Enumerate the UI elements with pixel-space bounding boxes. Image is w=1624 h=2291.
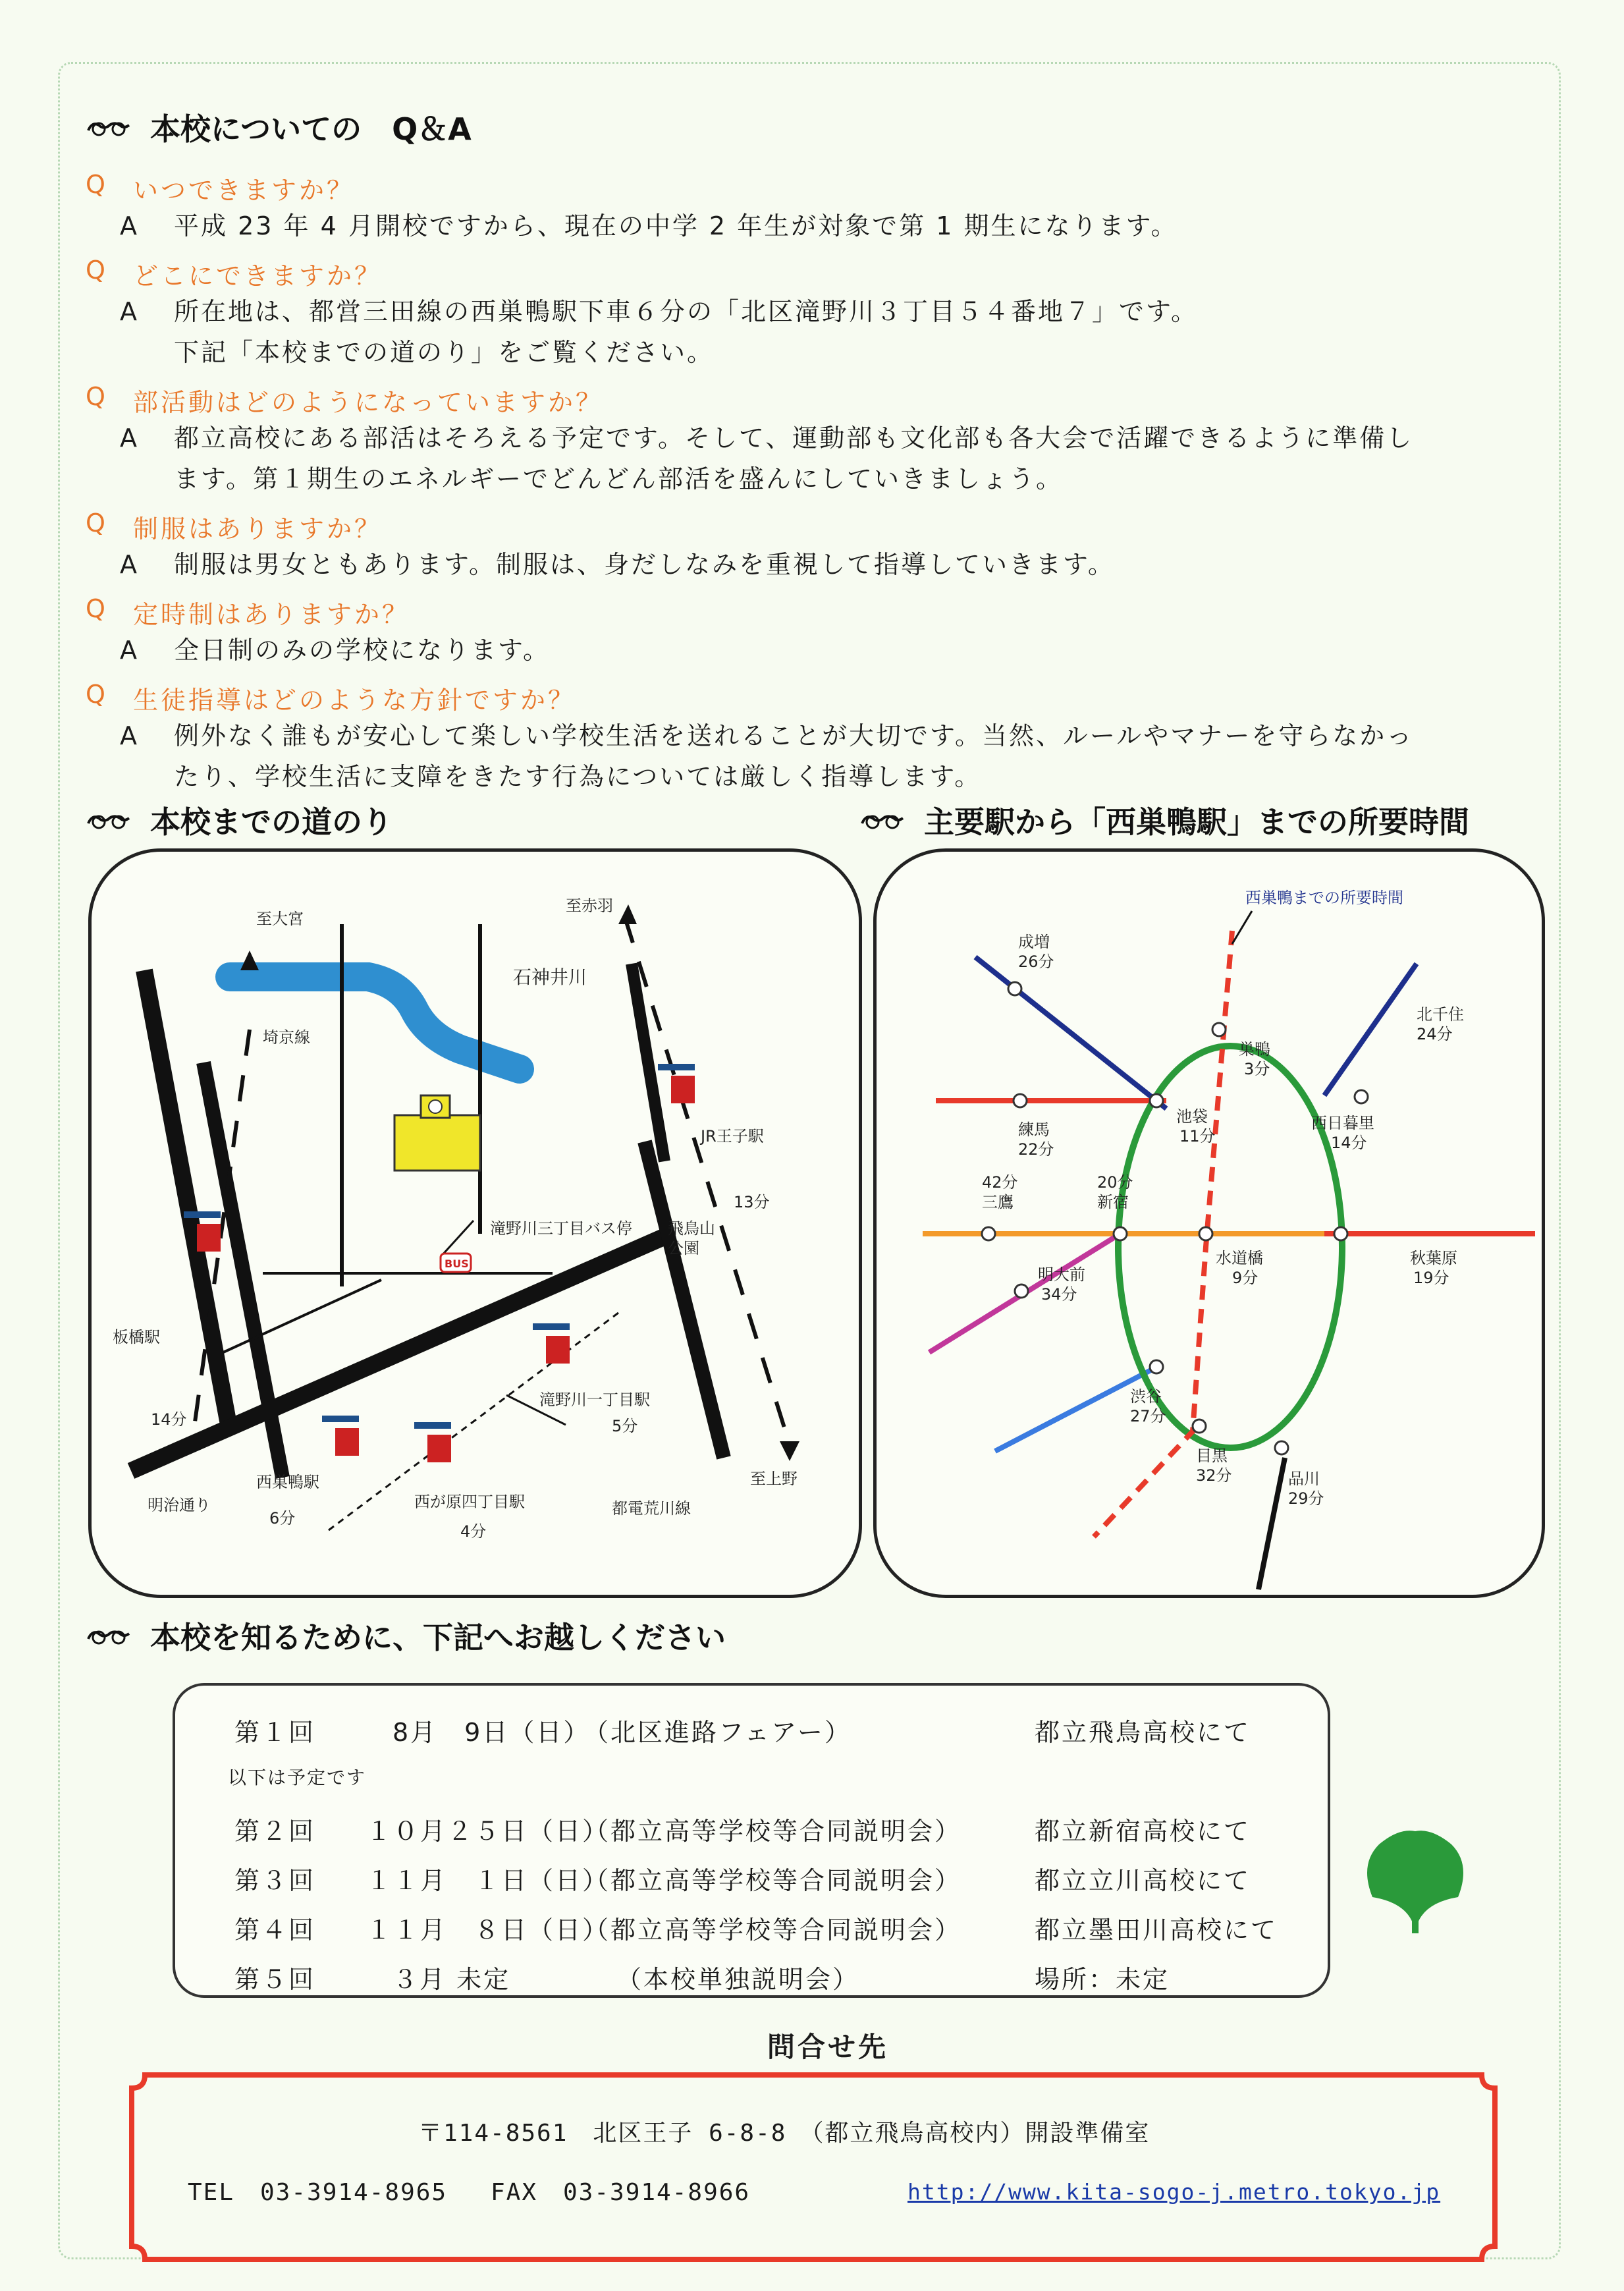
label-shinjuku: 新宿 [1097,1193,1129,1211]
label-mitaka: 三鷹 [982,1193,1014,1211]
fax-number: 03-3914-8966 [563,2179,751,2206]
label-itabashi: 板橋駅 [113,1328,160,1346]
answer-text-2: ます。第１期生のエネルギーでどんどん部活を盛んにしていきましょう。 [174,464,1063,493]
question-4 [86,503,1534,544]
road-meiji [144,970,230,1431]
ginkgo-logo-icon [1359,1825,1471,1937]
q-mark: Q [86,594,108,623]
question-text: どこにできますか？ [133,262,383,290]
glasses-icon [86,116,132,138]
glasses-icon [86,1624,132,1647]
qa-heading [86,105,472,149]
answer-text: 所在地は、都営三田線の西巣鴨駅下車６分の「北区滝野川３丁目５４番地７」です。 [174,297,1198,326]
event-num-5: 第５回 [234,1965,316,1994]
time-shinagawa: 29分 [1288,1489,1324,1508]
qa-list [86,165,1534,801]
time-nippori: 14分 [1331,1134,1367,1152]
answer-text-2: 下記「本校までの道のり」をご覧ください。 [174,338,715,367]
visit-heading [86,1614,726,1657]
event-name-3: （都立高等学校等合同説明会） [583,1866,962,1895]
time-kitasenju: 24分 [1417,1025,1453,1043]
label-takinogawa1: 滝野川一丁目駅 [539,1391,650,1409]
event-name-2: （都立高等学校等合同説明会） [583,1817,962,1846]
event-name-4: （都立高等学校等合同説明会） [583,1916,962,1945]
a-mark: A [120,297,139,326]
label-kitasenju: 北千住 [1417,1005,1464,1024]
time-sugamo: 3分 [1244,1060,1270,1078]
station-icon-nishigahara [414,1422,451,1462]
route-map-svg [92,852,859,1595]
a-mark: A [120,721,139,750]
event-name-5: （本校単独説明会） [616,1965,860,1994]
route-title: 本校までの道のり [150,804,392,840]
time-shinjuku: 20分 [1097,1173,1133,1192]
label-meidaimae: 明大前 [1038,1265,1085,1284]
event-place-5: 場所：未定 [1035,1965,1170,1994]
label-min4: 4分 [460,1522,487,1541]
arrow-omiya [240,951,259,970]
answer-2 [86,291,1534,373]
event-place-4: 都立墨田川高校にて [1035,1916,1278,1945]
station-icon-nishisugamo [322,1416,359,1456]
answer-1 [86,206,1534,246]
label-ueno: 至上野 [750,1470,798,1488]
fax-label: FAX [491,2179,538,2206]
line-chiyoda [1324,964,1417,1095]
answer-6 [86,715,1534,797]
time-akihabara: 19分 [1413,1269,1449,1287]
events-box [173,1683,1330,1998]
events-note: 以下は予定です [228,1767,367,1788]
contact-frame [119,2062,1508,2273]
time-nerima: 22分 [1018,1140,1054,1159]
arrow-akabane [618,904,637,924]
website-link[interactable]: http://www.kita-sogo-j.metro.tokyo.jp [907,2179,1441,2205]
question-text: いつできますか？ [133,176,355,205]
event-num-2: 第２回 [234,1817,316,1846]
answer-text: 例外なく誰もが安心して楽しい学校生活を送れることが大切です。当然、ルールやマナーを守らなかっ [174,721,1414,750]
event-date-5: ３月 未定 [392,1965,511,1994]
label-min6: 6分 [269,1509,296,1528]
route-heading [86,798,392,842]
label-suidobashi: 水道橋 [1216,1249,1263,1267]
a-mark: A [120,550,139,579]
answer-text-2: たり、学校生活に支障をきたす行為については厳しく指導します。 [174,762,982,791]
label-akabane: 至赤羽 [566,897,613,915]
label-saikyo: 埼京線 [263,1028,310,1047]
label-min13: 13分 [734,1193,770,1211]
event-date-3: １１月 １日（日） [366,1866,610,1895]
rail-map-svg [877,852,1542,1595]
label-narimasu: 成増 [1018,933,1050,951]
tel-number: 03-3914-8965 [260,2179,448,2206]
label-ikebukuro: 池袋 [1176,1107,1208,1126]
rail-legend: 西巣鴨までの所要時間 [1245,889,1403,907]
time-mitaka: 42分 [982,1173,1018,1192]
time-shibuya: 27分 [1130,1407,1166,1425]
event-num-4: 第４回 [234,1916,316,1945]
label-meguro: 目黒 [1196,1447,1228,1465]
arrow-ueno [780,1441,799,1461]
station-icon-oji [658,1064,695,1103]
q-mark: Q [86,680,108,709]
event-num-3: 第３回 [234,1866,316,1895]
label-jr-oji: JR王子駅 [701,1127,764,1146]
question-text: 定時制はありますか？ [133,600,410,629]
question-text: 部活動はどのようになっていますか？ [133,388,604,417]
line-yurakucho [975,957,1166,1109]
legend-pointer [1232,911,1252,944]
question-5 [86,589,1534,630]
river [230,977,520,1069]
label-shibuya: 渋谷 [1130,1387,1162,1406]
contact-address: 〒114-8561 北区王子 6-8-8 （都立飛鳥高校内）開設準備室 [418,2120,1150,2147]
answer-3 [86,418,1534,499]
event-num: 第１回 [234,1718,316,1747]
glasses-icon [86,809,132,831]
label-nishisugamo: 西巣鴨駅 [256,1473,319,1491]
label-arakawa: 都電荒川線 [612,1499,691,1518]
label-min14: 14分 [151,1410,187,1429]
time-suidobashi: 9分 [1232,1269,1259,1287]
visit-title: 本校を知るために、下記へお越しください [150,1620,726,1655]
event-name-1: （北区進路フェアー） [583,1718,852,1747]
event-date-4: １１月 ８日（日） [366,1916,610,1945]
a-mark: A [120,636,139,665]
question-text: 制服はありますか？ [133,514,383,543]
label-shakujii: 石神井川 [513,966,587,988]
question-6 [86,675,1534,715]
a-mark: A [120,424,139,453]
event-place-1: 都立飛鳥高校にて [1035,1718,1251,1747]
question-2 [86,250,1534,291]
label-sugamo: 巣鴨 [1239,1040,1270,1059]
bus-sign-label: BUS [445,1257,469,1270]
answer-4 [86,544,1534,585]
route-map [88,848,862,1598]
event-date-1: 8月 9日（日） [392,1718,591,1747]
question-text: 生徒指導はどのような方針ですか？ [133,686,576,715]
event-row-1 [234,1712,315,1748]
event-place-2: 都立新宿高校にて [1035,1817,1251,1846]
label-omiya: 至大宮 [256,910,304,928]
glasses-icon [859,809,906,831]
answer-text: 全日制のみの学校になります。 [174,636,550,665]
time-title: 主要駅から「西巣鴨駅」までの所要時間 [924,804,1469,840]
label-nerima: 練馬 [1018,1120,1050,1139]
time-meidaimae: 34分 [1041,1285,1077,1304]
label-min5: 5分 [612,1417,638,1435]
label-meiji: 明治通り [148,1496,211,1514]
line-keikyu [1259,1458,1285,1589]
answer-text: 都立高校にある部活はそろえる予定です。そして、運動部も文化部も各大会で活躍できるように準備し [174,424,1414,453]
label-asukayama: 飛鳥山 [668,1219,715,1238]
label-nippori: 西日暮里 [1311,1114,1374,1132]
road-east [645,1142,724,1458]
road-oji [632,964,664,1161]
q-mark: Q [86,509,108,538]
q-mark: Q [86,170,108,199]
question-1 [86,165,1534,206]
time-meguro: 32分 [1196,1466,1232,1485]
answer-5 [86,630,1534,671]
time-ikebukuro: 11分 [1179,1127,1216,1146]
label-akihabara: 秋葉原 [1410,1249,1457,1267]
rail-map [873,848,1545,1598]
tel-label: TEL [188,2179,235,2206]
school-building [394,1115,480,1171]
station-icon-takinogawa [533,1323,570,1364]
a-mark: A [120,211,139,240]
q-mark: Q [86,256,108,285]
time-heading [859,798,1469,842]
answer-text: 制服は男女ともあります。制服は、身だしなみを重視して指導していきます。 [174,550,1115,579]
pointer-bus [441,1221,474,1257]
label-bus-stop: 滝野川三丁目バス停 [490,1219,632,1238]
answer-text: 平成 23 年 4 月開校ですから、現在の中学 2 年生が対象で第 1 期生になります。 [174,211,1178,240]
event-date-2: １０月２５日（日） [366,1817,610,1846]
question-3 [86,377,1534,418]
label-nishigahara: 西が原四丁目駅 [414,1493,525,1511]
label-koen: 公園 [668,1239,699,1257]
event-place-3: 都立立川高校にて [1035,1866,1251,1895]
contact-title: 問合せ先 [767,2031,889,2063]
qa-title: 本校についての Q＆A [150,111,472,147]
time-narimasu: 26分 [1018,952,1054,971]
q-mark: Q [86,382,108,411]
label-shinagawa: 品川 [1288,1470,1320,1488]
school-clock-icon [429,1100,442,1113]
